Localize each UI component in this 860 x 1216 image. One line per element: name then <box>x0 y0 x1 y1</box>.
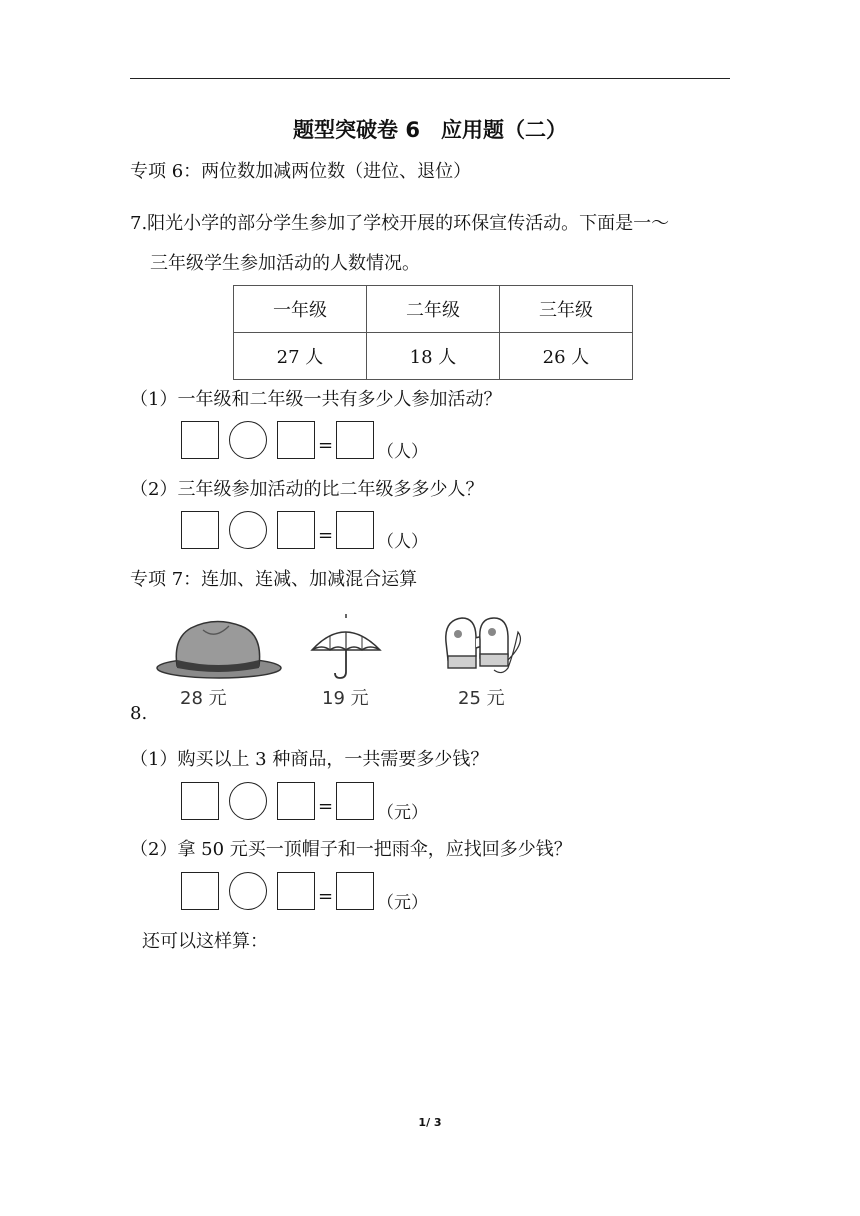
operator-circle[interactable] <box>229 872 267 910</box>
table-cell: 27 人 <box>234 333 367 380</box>
answer-box[interactable] <box>336 782 374 820</box>
question-7-sub-2: （2）三年级参加活动的比二年级多多少人？ <box>130 479 484 500</box>
question-7-sub-1: （1）一年级和二年级一共有多少人参加活动？ <box>130 389 502 410</box>
gloves-price: 25 元 <box>458 688 505 709</box>
question-7-line-2: 三年级学生参加活动的人数情况。 <box>150 253 420 274</box>
answer-box[interactable] <box>181 421 219 459</box>
table-header-cell: 二年级 <box>367 286 500 333</box>
equation-8-2 <box>181 872 428 913</box>
table-cell: 18 人 <box>367 333 500 380</box>
header-rule <box>130 78 730 79</box>
answer-box[interactable] <box>277 511 315 549</box>
answer-box[interactable] <box>277 782 315 820</box>
question-8-sub-1: （1）购买以上 3 种商品，一共需要多少钱？ <box>130 749 489 770</box>
equation-7-1 <box>181 421 428 462</box>
page-title: 题型突破卷 6 应用题（二） <box>293 118 567 142</box>
page-number: 1/ 3 <box>418 1116 442 1129</box>
unit-label: （人） <box>377 532 428 552</box>
equals-sign: = <box>318 886 334 907</box>
table-cell: 26 人 <box>500 333 633 380</box>
equals-sign: = <box>318 796 334 817</box>
grade-participation-table <box>233 285 633 380</box>
umbrella-price: 19 元 <box>322 688 369 709</box>
answer-box[interactable] <box>277 421 315 459</box>
hat-price: 28 元 <box>180 688 227 709</box>
table-header-cell: 三年级 <box>500 286 633 333</box>
answer-box[interactable] <box>277 872 315 910</box>
operator-circle[interactable] <box>229 782 267 820</box>
question-8-number: 8. <box>130 703 148 724</box>
operator-circle[interactable] <box>229 421 267 459</box>
equals-sign: = <box>318 435 334 456</box>
table-row <box>234 333 633 380</box>
section-7-heading: 专项 7：连加、连减、加减混合运算 <box>130 569 418 590</box>
equation-8-1 <box>181 782 428 823</box>
unit-label: （元） <box>377 893 428 913</box>
answer-box[interactable] <box>181 872 219 910</box>
question-7-line-1: 7.阳光小学的部分学生参加了学校开展的环保宣传活动。下面是一～ <box>130 213 670 234</box>
answer-box[interactable] <box>336 511 374 549</box>
unit-label: （元） <box>377 803 428 823</box>
answer-box[interactable] <box>181 782 219 820</box>
answer-box[interactable] <box>181 511 219 549</box>
equals-sign: = <box>318 525 334 546</box>
table-header-cell: 一年级 <box>234 286 367 333</box>
table-header-row <box>234 286 633 333</box>
equation-7-2 <box>181 511 428 552</box>
unit-label: （人） <box>377 442 428 462</box>
section-6-heading: 专项 6：两位数加减两位数（进位、退位） <box>130 161 472 182</box>
answer-box[interactable] <box>336 421 374 459</box>
question-8-sub-2: （2）拿 50 元买一顶帽子和一把雨伞，应找回多少钱？ <box>130 839 572 860</box>
answer-box[interactable] <box>336 872 374 910</box>
alternative-method-label: 还可以这样算： <box>142 931 268 952</box>
operator-circle[interactable] <box>229 511 267 549</box>
